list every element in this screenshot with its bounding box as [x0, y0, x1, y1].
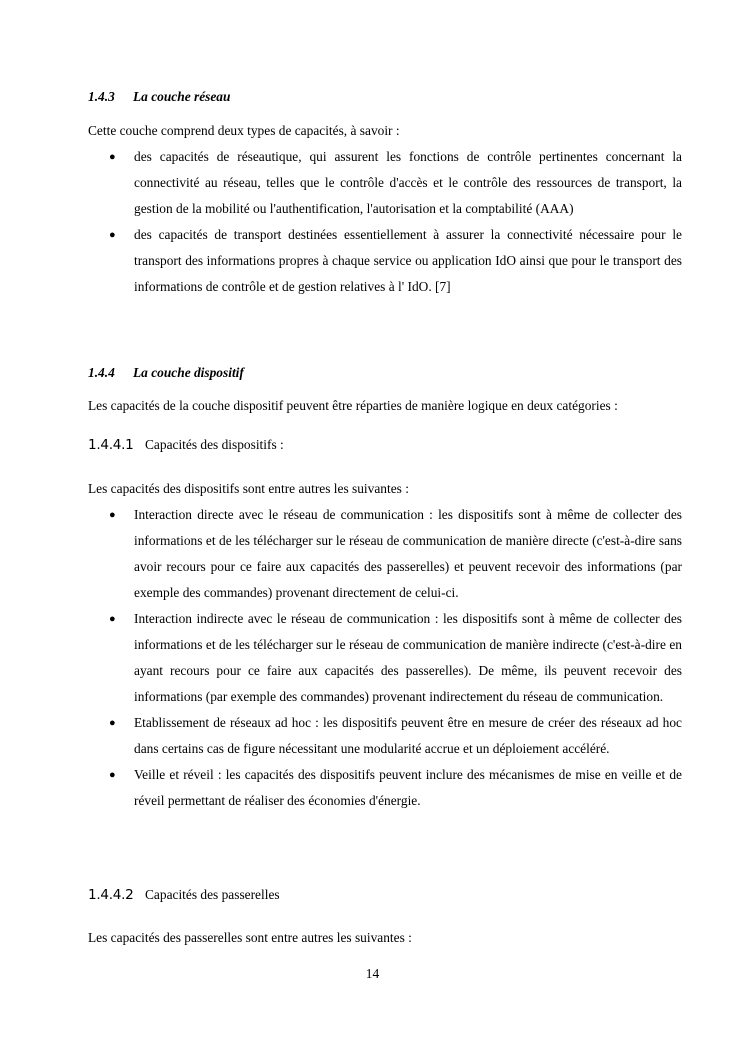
heading-number: 1.4.4.1 — [88, 437, 134, 453]
list-item-text: des capacités de réseautique, qui assurent les fonctions de contrôle pertinentes concernant la connectivité au réseau, telles que le contrôle d'accès et le contrôle des ressources de transport, la gestion de la mobilité ou l'authentification, l'autorisation et la comptabilité (AAA) — [134, 149, 682, 216]
paragraph-intro: Cette couche comprend deux types de capacités, à savoir : — [88, 123, 400, 138]
list-item — [88, 762, 682, 814]
paragraph-intro: Les capacités des passerelles sont entre autres les suivantes : — [88, 930, 412, 945]
heading-1-4-3 — [88, 89, 682, 105]
bullet-icon: ● — [109, 509, 116, 521]
list-item-text: des capacités de transport destinées essentiellement à assurer la connectivité nécessaire pour le transport des informations propres à chaque service ou application IdO ainsi que pour le transport des informations de contrôle et de gestion relatives à l' IdO. [7] — [134, 227, 682, 294]
bullet-list-dispositifs — [88, 502, 682, 814]
heading-1-4-4-2 — [88, 887, 682, 903]
list-item-text: Etablissement de réseaux ad hoc : les dispositifs peuvent être en mesure de créer des réseaux ad hoc dans certains cas de figure nécessitant une modularité accrue et un déploiement accéléré. — [134, 715, 682, 756]
page-number: 14 — [365, 966, 380, 981]
heading-number: 1.4.4 — [88, 365, 115, 380]
list-item-text: Interaction indirecte avec le réseau de communication : les dispositifs sont à même de collecter des informations et de les télécharger sur le réseau de communication de manière indirecte (c'est-à-dire en ayant recours pour ce faire aux capacités des passerelles). De même, ils peuvent recevoir des informations (par exemple des commandes) provenant indirectement du réseau de communication. — [134, 611, 682, 704]
heading-title: Capacités des dispositifs : — [145, 437, 284, 452]
list-item — [88, 606, 682, 710]
list-item-text: Veille et réveil : les capacités des dispositifs peuvent inclure des mécanismes de mise en veille et de réveil permettant de réaliser des économies d'énergie. — [134, 767, 682, 808]
list-item — [88, 710, 682, 762]
heading-title: Capacités des passerelles — [145, 887, 280, 902]
list-item-text: Interaction directe avec le réseau de communication : les dispositifs sont à même de collecter des informations et de les télécharger sur le réseau de communication de manière directe (c'est-à-dire sans avoir recours pour ce faire aux capacités des passerelles) et peuvent recevoir des informations (par exemple des commandes) provenant directement de celui-ci. — [134, 507, 682, 600]
heading-title: La couche réseau — [133, 89, 231, 104]
list-item — [88, 502, 682, 606]
bullet-icon: ● — [109, 717, 116, 729]
bullet-icon: ● — [109, 769, 116, 781]
bullet-icon: ● — [109, 613, 116, 625]
list-item — [88, 144, 682, 222]
bullet-icon: ● — [109, 151, 116, 163]
heading-1-4-4 — [88, 365, 682, 381]
paragraph-intro: Les capacités des dispositifs sont entre autres les suivantes : — [88, 481, 409, 496]
heading-number: 1.4.3 — [88, 89, 115, 104]
heading-title: La couche dispositif — [133, 365, 244, 380]
paragraph-intro: Les capacités de la couche dispositif peuvent être réparties de manière logique en deux catégories : — [88, 398, 618, 413]
bullet-list-reseau — [88, 144, 682, 300]
list-item — [88, 222, 682, 300]
heading-number: 1.4.4.2 — [88, 887, 134, 903]
heading-1-4-4-1 — [88, 437, 682, 453]
bullet-icon: ● — [109, 229, 116, 241]
